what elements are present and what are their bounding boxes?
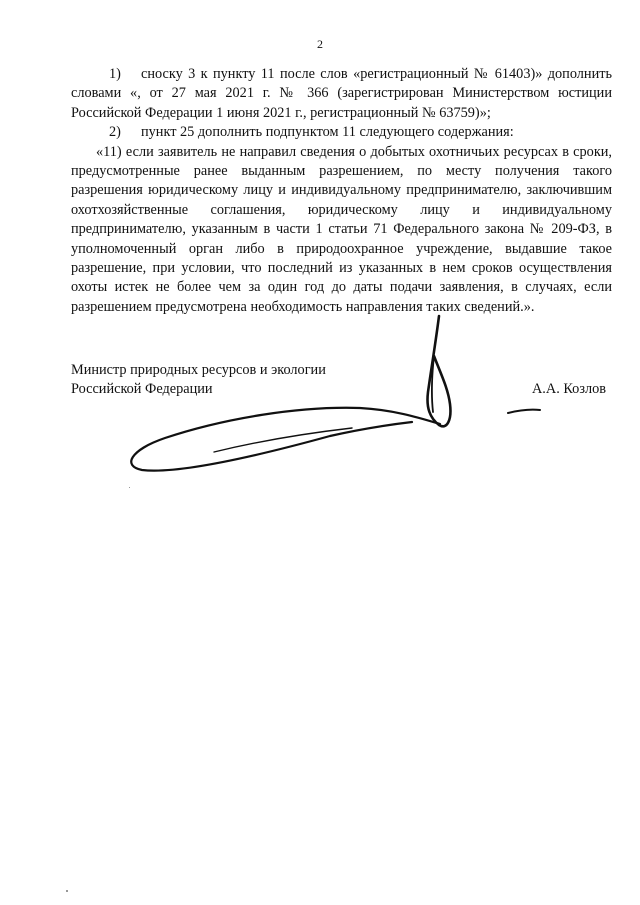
minister-title-line1: Министр природных ресурсов и экологии (71, 362, 326, 378)
item-number: 1) (109, 66, 121, 82)
minister-name: А.А. Козлов (531, 381, 606, 398)
amendment-item-2 (71, 123, 612, 142)
scan-speck (129, 487, 130, 488)
item-text: пункт 25 дополнить подпунктом 11 следующего содержания: (141, 124, 514, 141)
item-text: сноску 3 к пункту 11 после слов «регистрационный № 61403)» дополнить словами «, от 27 мая 2021 г. № 366 (зарегистрирован Министерством юстиции Российской Федерации 1 июня 2021 г., регистрационный № 63759)»; (71, 66, 612, 121)
document-body (71, 65, 612, 317)
signature-block (71, 361, 606, 400)
item-number: 2) (109, 124, 121, 141)
quoted-subpoint: «11) если заявитель не направил сведения о добытых охотничьих ресурсах в сроки, предусмотренные ранее выданным разрешением, по месту получения такого разрешения юридическому лицу и индивидуальному предпринимателю, заключившим охотхозяйственные соглашения, юридическому лицу и индивидуальному предпринимателю, указанным в части 1 статьи 71 Федерального закона № 209-ФЗ, в уполномоченный орган либо в природоохранное учреждение, выдавшие такое разрешение, при условии, что последний из указанных в нем сроков осуществления охоты истек не более чем за один год до даты подачи заявления, в случаях, если разрешением предусмотрена необходимость направления таких сведений.». (71, 143, 612, 315)
scan-speck (66, 890, 68, 892)
page-number: 2 (317, 37, 323, 51)
amendment-item-1 (71, 65, 612, 123)
minister-title-line2: Российской Федерации (71, 381, 213, 398)
